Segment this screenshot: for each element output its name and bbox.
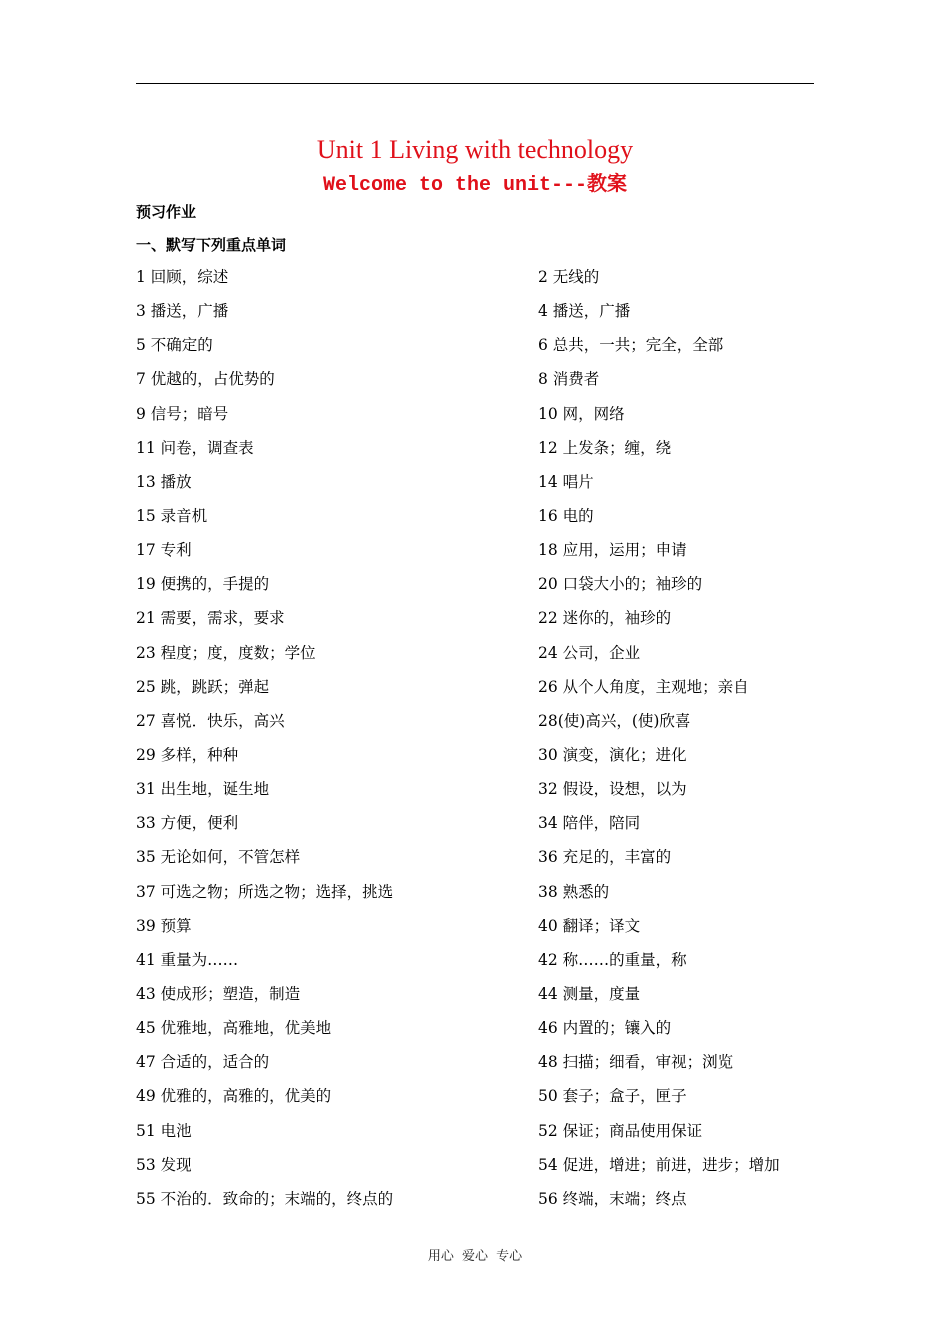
vocab-item: 40 翻译；译文 <box>538 916 641 935</box>
vocab-item: 12 上发条；缠，绕 <box>538 438 672 457</box>
vocab-item: 56 终端，末端；终点 <box>538 1189 687 1208</box>
document-subtitle: Welcome to the unit---教案 <box>322 174 628 197</box>
vocab-item: 43 使成形；塑造，制造 <box>136 984 301 1003</box>
vocab-item: 47 合适的，适合的 <box>136 1053 270 1072</box>
vocab-list <box>136 266 814 1222</box>
vocab-item: 52 保证；商品使用保证 <box>538 1121 703 1140</box>
vocab-item: 30 演变，演化；进化 <box>538 745 687 764</box>
vocab-item: 32 假设，设想，以为 <box>538 780 687 799</box>
vocab-item: 45 优雅地，高雅地，优美地 <box>136 1019 332 1038</box>
vocab-item: 20 口袋大小的；袖珍的 <box>538 575 703 594</box>
vocab-item: 27 喜悦．快乐，高兴 <box>136 711 285 730</box>
vocab-item: 51 电池 <box>136 1121 192 1140</box>
vocab-item: 37 可选之物；所选之物；选择，挑选 <box>136 882 394 901</box>
vocab-item: 18 应用，运用；申请 <box>538 541 687 560</box>
vocab-item: 46 内置的；镶入的 <box>538 1019 672 1038</box>
vocab-item: 53 发现 <box>136 1155 192 1174</box>
vocab-item: 11 问卷，调查表 <box>136 438 254 457</box>
vocab-item: 28(使)高兴，(使)欣喜 <box>538 711 691 730</box>
vocab-item: 48 扫描；细看，审视；浏览 <box>538 1053 734 1072</box>
vocab-item: 54 促进，增进；前进，进步；增加 <box>538 1155 780 1174</box>
vocab-item: 34 陪伴，陪同 <box>538 814 641 833</box>
vocab-item: 5 不确定的 <box>136 336 213 355</box>
vocab-item: 15 录音机 <box>136 506 208 525</box>
vocab-item: 21 需要，需求，要求 <box>136 609 285 628</box>
vocab-item: 3 播送，广播 <box>136 302 229 321</box>
vocab-item: 29 多样，种种 <box>136 745 239 764</box>
vocab-item: 49 优雅的，高雅的，优美的 <box>136 1087 332 1106</box>
vocab-item: 38 熟悉的 <box>538 882 610 901</box>
vocab-item: 23 程度；度，度数；学位 <box>136 643 316 662</box>
document-title: Unit 1 Living with technology <box>316 135 634 164</box>
vocab-item: 44 测量，度量 <box>538 984 641 1003</box>
vocab-item: 7 优越的，占优势的 <box>136 370 275 389</box>
vocab-item: 8 消费者 <box>538 370 600 389</box>
vocab-item: 24 公司，企业 <box>538 643 641 662</box>
page-footer: 用心 爱心 专心 <box>427 1249 523 1264</box>
vocab-item: 25 跳，跳跃；弹起 <box>136 677 270 696</box>
section-heading: 预习作业 <box>136 203 197 221</box>
vocab-item: 36 充足的，丰富的 <box>538 848 672 867</box>
vocab-item: 39 预算 <box>136 916 192 935</box>
vocab-item: 4 播送，广播 <box>538 302 631 321</box>
vocab-item: 6 总共，一共；完全，全部 <box>538 336 724 355</box>
vocab-item: 50 套子；盒子，匣子 <box>538 1087 687 1106</box>
header-rule <box>136 83 814 84</box>
vocab-item: 14 唱片 <box>538 472 594 491</box>
vocab-item: 31 出生地，诞生地 <box>136 780 270 799</box>
vocab-item: 17 专利 <box>136 541 192 560</box>
vocab-item: 35 无论如何，不管怎样 <box>136 848 301 867</box>
vocab-item: 10 网，网络 <box>538 404 625 423</box>
vocab-item: 1 回顾，综述 <box>136 268 229 286</box>
vocab-item: 22 迷你的，袖珍的 <box>538 609 672 628</box>
subsection-heading: 一、默写下列重点单词 <box>136 236 287 254</box>
vocab-item: 16 电的 <box>538 506 594 525</box>
vocab-item: 41 重量为…… <box>136 950 239 969</box>
vocab-item: 9 信号；暗号 <box>136 404 229 423</box>
vocab-item: 55 不治的．致命的；末端的，终点的 <box>136 1189 394 1208</box>
vocab-item: 13 播放 <box>136 472 192 491</box>
vocab-item: 2 无线的 <box>538 268 600 286</box>
vocab-item: 33 方便，便利 <box>136 814 239 833</box>
vocab-item: 26 从个人角度，主观地；亲自 <box>538 677 749 696</box>
vocab-item: 19 便携的，手提的 <box>136 575 270 594</box>
vocab-item: 42 称……的重量，称 <box>538 950 687 969</box>
